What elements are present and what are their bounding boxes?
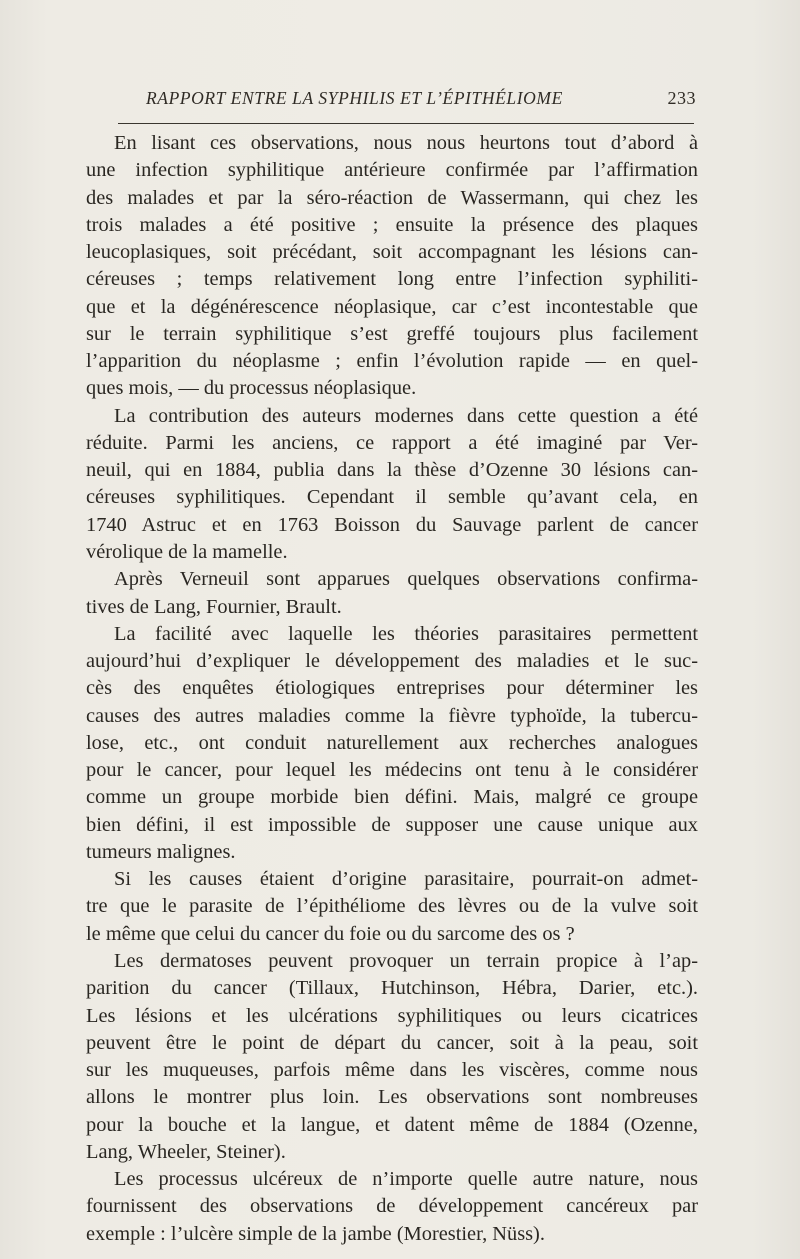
text-line: aujourd’hui d’expliquer le développement des maladies et le suc-	[86, 650, 698, 673]
text-line: pour le cancer, pour lequel les médecins ont tenu à le considérer	[86, 759, 698, 782]
text-line: tre que le parasite de l’épithéliome des lèvres ou de la vulve soit	[86, 895, 698, 918]
running-head	[118, 86, 696, 116]
text-line: l’apparition du néoplasme ; enfin l’évolution rapide — en quel-	[86, 350, 698, 373]
text-line: lose, etc., ont conduit naturellement aux recherches analogues	[86, 731, 698, 754]
text-line: céreuses ; temps relativement long entre l’infection syphiliti-	[86, 268, 698, 291]
text-line: Les processus ulcéreux de n’importe quelle autre nature, nous	[114, 1168, 698, 1191]
text-line: sur le terrain syphilitique s’est greffé toujours plus facilement	[86, 322, 698, 345]
text-line: neuil, qui en 1884, publia dans la thèse d’Ozenne 30 lésions can-	[86, 459, 698, 482]
text-line: allons le montrer plus loin. Les observations sont nombreuses	[86, 1086, 698, 1109]
text-line: exemple : l’ulcère simple de la jambe (Morestier, Nüss).	[86, 1222, 545, 1245]
body-text	[86, 130, 698, 1248]
page-number: 233	[667, 88, 696, 108]
text-line: parition du cancer (Tillaux, Hutchinson, Hébra, Darier, etc.).	[86, 977, 698, 1000]
text-line: leucoplasiques, soit précédant, soit accompagnant les lésions can-	[86, 241, 698, 264]
header-rule	[118, 123, 694, 124]
text-line: Les dermatoses peuvent provoquer un terrain propice à l’ap-	[114, 949, 698, 972]
running-head-title: RAPPORT ENTRE LA SYPHILIS ET L’ÉPITHÉLIOME	[146, 88, 563, 108]
text-line: le même que celui du cancer du foie ou du sarcome des os ?	[86, 922, 575, 945]
text-line: 1740 Astruc et en 1763 Boisson du Sauvage parlent de cancer	[86, 513, 698, 536]
text-line: tumeurs malignes.	[86, 840, 236, 863]
text-line: ques mois, — du processus néoplasique.	[86, 377, 417, 400]
text-line: une infection syphilitique antérieure confirmée par l’affirmation	[86, 159, 698, 182]
text-line: cès des enquêtes étiologiques entreprises pour déterminer les	[86, 677, 698, 700]
text-line: fournissent des observations de développement cancéreux par	[86, 1195, 698, 1218]
text-line: Après Verneuil sont apparues quelques observations confirma-	[114, 568, 698, 591]
text-line: sur les muqueuses, parfois même dans les viscères, comme nous	[86, 1059, 698, 1082]
text-line: que et la dégénérescence néoplasique, car c’est incontestable que	[86, 295, 698, 318]
text-line: La facilité avec laquelle les théories parasitaires permettent	[114, 622, 698, 645]
text-line: trois malades a été positive ; ensuite la présence des plaques	[86, 213, 698, 236]
text-line: En lisant ces observations, nous nous heurtons tout d’abord à	[114, 132, 698, 154]
text-line: pour la bouche et la langue, et datent même de 1884 (Ozenne,	[86, 1113, 698, 1136]
text-line: tives de Lang, Fournier, Brault.	[86, 595, 342, 618]
text-line: bien défini, il est impossible de supposer une cause unique aux	[86, 813, 698, 836]
text-line: des malades et par la séro-réaction de Wassermann, qui chez les	[86, 186, 698, 209]
text-line: Lang, Wheeler, Steiner).	[86, 1140, 286, 1163]
text-line: La contribution des auteurs modernes dans cette question a été	[114, 404, 698, 427]
text-line: peuvent être le point de départ du cancer, soit à la peau, soit	[86, 1031, 698, 1054]
text-line: réduite. Parmi les anciens, ce rapport a été imaginé par Ver-	[86, 431, 698, 454]
text-line: Si les causes étaient d’origine parasitaire, pourrait-on admet-	[114, 868, 698, 891]
text-line: comme un groupe morbide bien défini. Mais, malgré ce groupe	[86, 786, 698, 809]
text-line: vérolique de la mamelle.	[86, 540, 288, 563]
text-line: céreuses syphilitiques. Cependant il semble qu’avant cela, en	[86, 486, 698, 509]
text-line: Les lésions et les ulcérations syphilitiques ou leurs cicatrices	[86, 1004, 698, 1027]
text-line: causes des autres maladies comme la fièvre typhoïde, la tubercu-	[86, 704, 698, 727]
